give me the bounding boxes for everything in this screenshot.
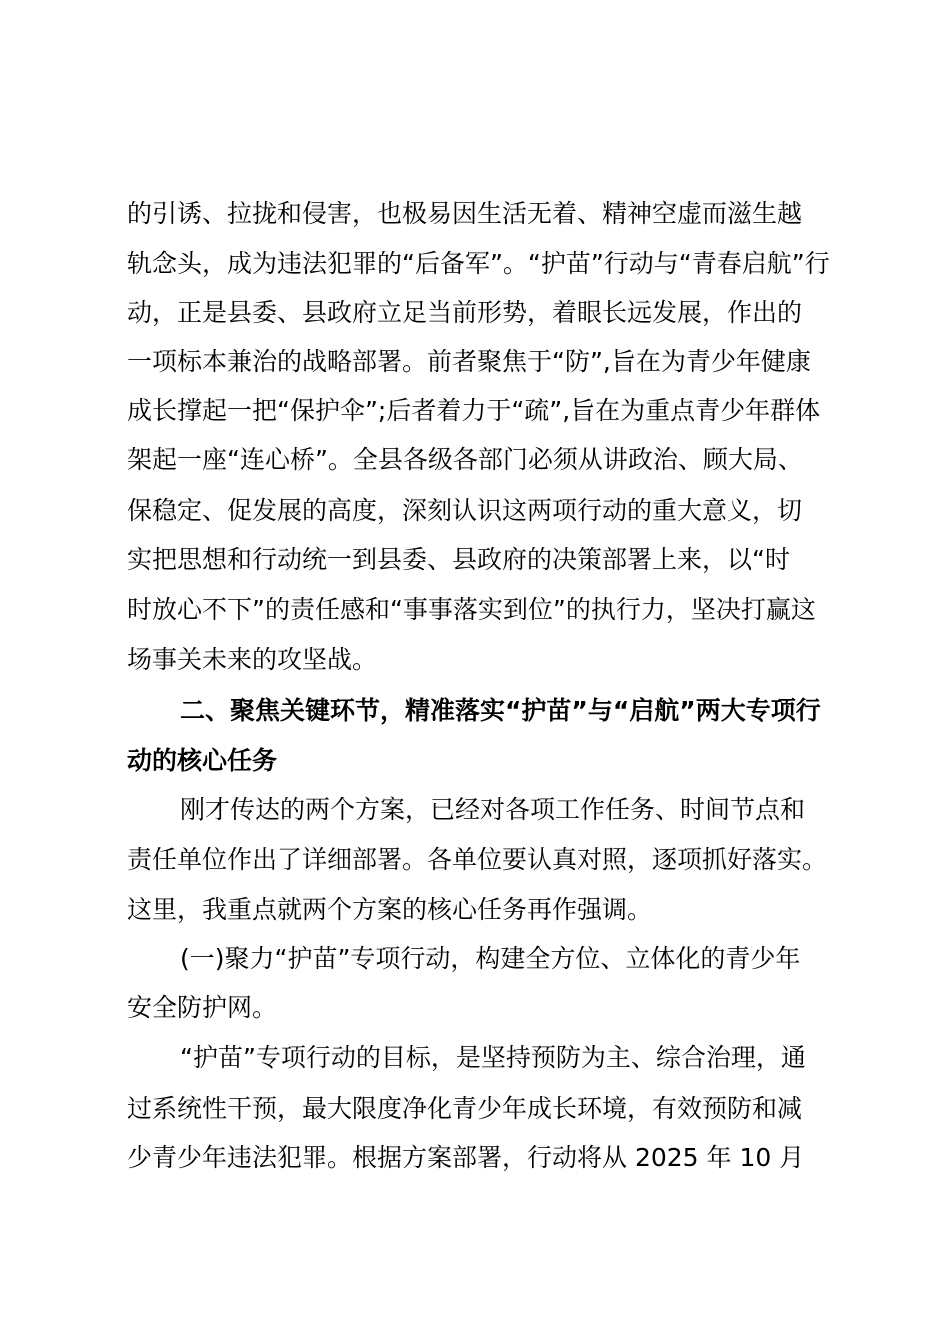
section-heading-line: 动的核心任务 xyxy=(127,746,278,775)
body-text-line: 刚才传达的两个方案，已经对各项工作任务、时间节点和 xyxy=(180,795,806,824)
body-text-line: 过系统性干预，最大限度净化青少年成长环境，有效预防和减 xyxy=(127,1094,803,1123)
subsection-heading-line: 安全防护网。 xyxy=(127,993,278,1022)
body-text-line: 架起一座“连心桥”。全县各级各部门必须从讲政治、顾大局、 xyxy=(127,445,803,474)
body-text-line: 少青少年违法犯罪。根据方案部署，行动将从 2025 年 10 月 xyxy=(127,1143,805,1172)
body-text-line: 实把思想和行动统一到县委、县政府的决策部署上来，以“时 xyxy=(127,545,790,574)
body-text-line: 这里，我重点就两个方案的核心任务再作强调。 xyxy=(127,895,653,924)
section-heading-line: 二、聚焦关键环节，精准落实“护苗”与“启航”两大专项行 xyxy=(180,696,821,725)
subsection-heading-line: (一)聚力“护苗”专项行动，构建全方位、立体化的青少年 xyxy=(180,944,801,973)
body-text-line: 场事关未来的攻坚战。 xyxy=(127,645,378,674)
body-text-line: 轨念头，成为违法犯罪的“后备军”。“护苗”行动与“青春启航”行 xyxy=(127,249,830,278)
body-text-line: 一项标本兼治的战略部署。前者聚焦于“防”,旨在为青少年健康 xyxy=(127,347,811,376)
body-text-line: 动，正是县委、县政府立足当前形势，着眼长远发展，作出的 xyxy=(127,298,803,327)
body-text-line: 的引诱、拉拢和侵害，也极易因生活无着、精神空虚而滋生越 xyxy=(127,199,803,228)
body-text-line: 时放心不下”的责任感和“事事落实到位”的执行力，坚决打赢这 xyxy=(127,595,816,624)
body-text-line: 保稳定、促发展的高度，深刻认识这两项行动的重大意义，切 xyxy=(127,496,803,525)
body-text-line: “护苗”专项行动的目标，是坚持预防为主、综合治理，通 xyxy=(180,1043,806,1072)
body-text-line: 责任单位作出了详细部署。各单位要认真对照，逐项抓好落实。 xyxy=(127,845,828,874)
body-text-line: 成长撑起一把“保护伞”;后者着力于“疏”,旨在为重点青少年群体 xyxy=(127,396,821,425)
